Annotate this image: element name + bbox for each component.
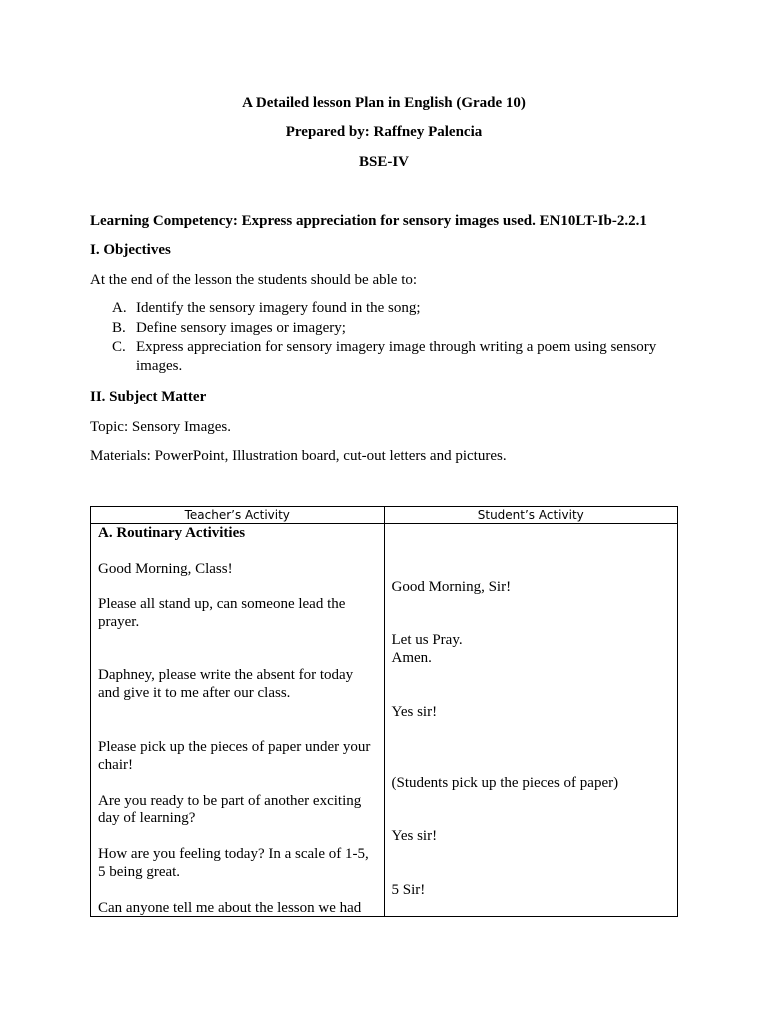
objectives-heading: I. Objectives xyxy=(90,242,171,258)
course-code: BSE-IV xyxy=(358,154,410,170)
objectives-list xyxy=(112,299,672,376)
table-row xyxy=(91,524,678,917)
topic-line: Topic: Sensory Images. xyxy=(90,419,232,435)
teacher-line: and give it to me after our class. xyxy=(98,685,291,701)
routinary-activities-heading: A. Routinary Activities xyxy=(98,525,246,541)
objective-letter: A. xyxy=(112,300,127,316)
objectives-intro: At the end of the lesson the students should be able to: xyxy=(90,272,418,288)
teacher-line: Please pick up the pieces of paper under your xyxy=(98,739,371,755)
student-line: Amen. xyxy=(391,650,432,666)
teacher-line: prayer. xyxy=(98,614,140,630)
materials-line: Materials: PowerPoint, Illustration board, cut-out letters and pictures. xyxy=(90,448,507,464)
learning-competency: Learning Competency: Express appreciation for sensory images used. EN10LT-Ib-2.2.1 xyxy=(90,213,647,229)
student-line: Yes sir! xyxy=(391,704,438,720)
teacher-line: Are you ready to be part of another exciting xyxy=(98,793,362,809)
objective-item xyxy=(112,299,672,318)
objective-text-continued: images. xyxy=(136,357,183,374)
objective-text: Express appreciation for sensory imagery image through writing a poem using sensory xyxy=(136,339,657,355)
subject-matter-heading: II. Subject Matter xyxy=(90,389,207,405)
teacher-line: Can anyone tell me about the lesson we had xyxy=(98,900,362,916)
teacher-line: Daphney, please write the absent for today xyxy=(98,667,354,683)
table-header-row xyxy=(91,507,678,524)
student-line: Let us Pray. xyxy=(391,632,463,648)
student-line: Good Morning, Sir! xyxy=(391,579,512,595)
activity-table xyxy=(90,506,678,917)
teacher-line: chair! xyxy=(98,757,133,773)
document-title: A Detailed lesson Plan in English (Grade 10) xyxy=(242,95,526,111)
objective-letter: C. xyxy=(112,339,126,355)
student-activity-header: Student’s Activity xyxy=(384,507,678,524)
objective-item xyxy=(112,338,672,375)
prepared-by: Prepared by: Raffney Palencia xyxy=(285,124,483,140)
objective-item xyxy=(112,319,672,338)
objective-text: Define sensory images or imagery; xyxy=(136,319,346,336)
student-line: Yes sir! xyxy=(391,828,438,844)
teacher-activity-header: Teacher’s Activity xyxy=(91,507,385,524)
teacher-line: Please all stand up, can someone lead the xyxy=(98,596,346,612)
objective-letter: B. xyxy=(112,319,126,336)
teacher-activity-cell xyxy=(91,524,385,917)
teacher-line: day of learning? xyxy=(98,810,196,826)
student-activity-cell xyxy=(384,524,678,917)
teacher-line: How are you feeling today? In a scale of 1-5, xyxy=(98,846,369,862)
student-line: 5 Sir! xyxy=(391,882,426,898)
student-line: (Students pick up the pieces of paper) xyxy=(391,775,619,791)
teacher-line: 5 being great. xyxy=(98,864,181,880)
objective-text: Identify the sensory imagery found in the song; xyxy=(136,300,421,316)
teacher-line: Good Morning, Class! xyxy=(98,561,233,577)
